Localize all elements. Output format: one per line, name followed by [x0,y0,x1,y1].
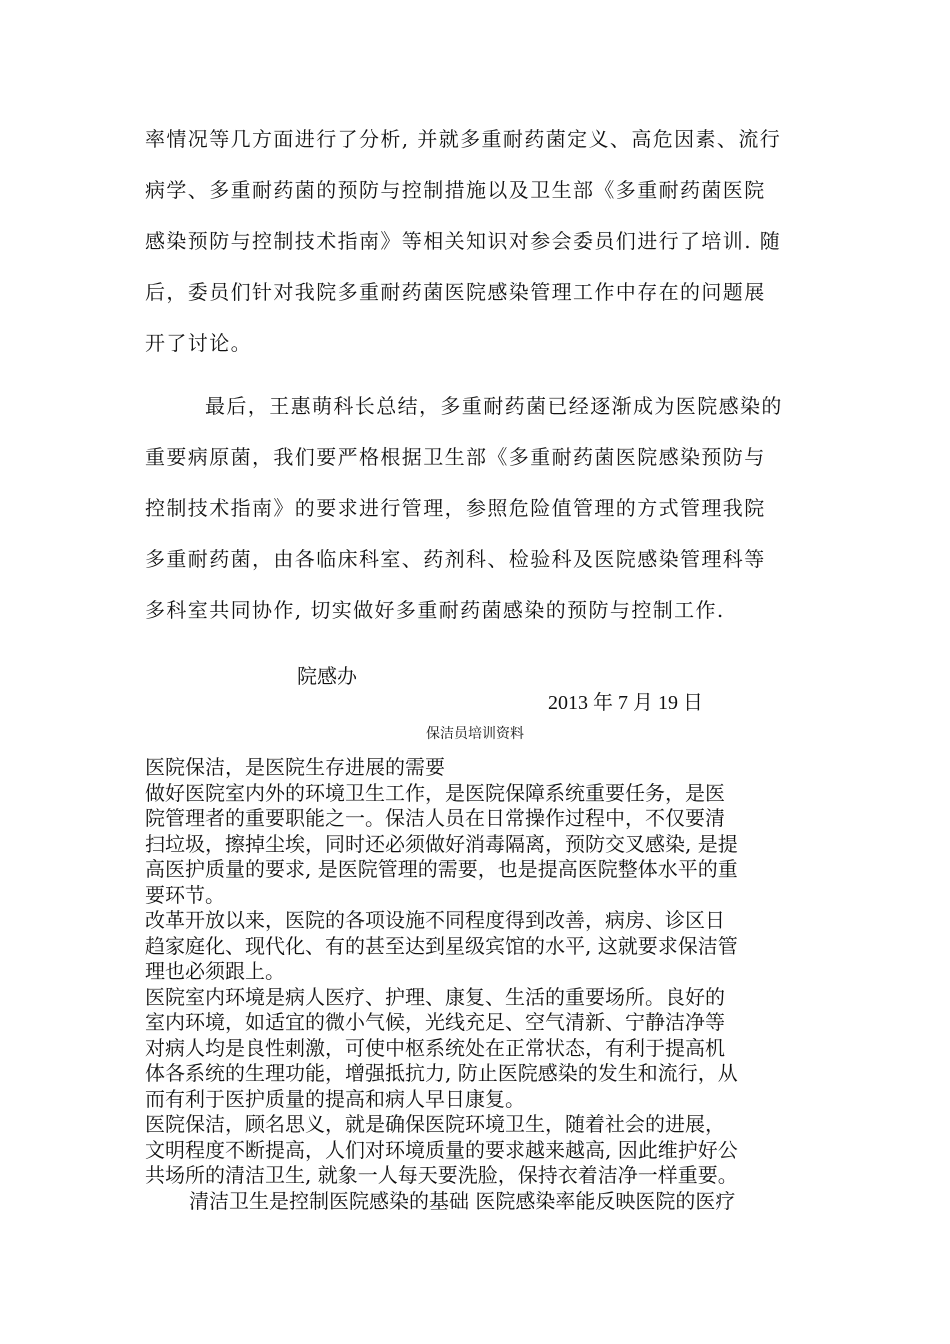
text-line: 理也必须跟上。 [145,959,285,983]
document-title: 保洁员培训资料 [426,726,524,742]
text-line: 高医护质量的要求, 是医院管理的需要，也是提高医院整体水平的重 [145,857,738,881]
text-line: 室内环境，如适宜的微小气候，光线充足、空气清新、宁静洁净等 [145,1010,725,1034]
signature-office: 院感办 [297,666,357,688]
text-line: 重要病原菌，我们要严格根据卫生部《多重耐药菌医院感染预防与 [145,445,766,469]
summary-paragraph [145,381,810,636]
text-line: 共场所的清洁卫生, 就象一人每天要洗脸，保持衣着洁净一样重要。 [145,1163,738,1187]
text-line: 扫垃圾，擦掉尘埃，同时还必须做好消毒隔离，预防交叉感染, 是提 [145,831,738,856]
text-line: 后，委员们针对我院多重耐药菌医院感染管理工作中存在的问题展 [145,280,766,304]
analysis-paragraph [145,114,810,369]
text-line: 而有利于医护质量的提高和病人早日康复。 [145,1086,525,1111]
text-line: 做好医院室内外的环境卫生工作，是医院保障系统重要任务，是医 [145,780,725,805]
text-line: 控制技术指南》的要求进行管理，参照危险值管理的方式管理我院 [145,496,766,520]
text-line: 医院室内环境是病人医疗、护理、康复、生活的重要场所。良好的 [145,984,725,1009]
text-line: 要环节。 [145,882,225,907]
text-line: 率情况等几方面进行了分析, 并就多重耐药菌定义、高危因素、流行 [145,127,782,151]
text-line: 清洁卫生是控制医院感染的基础 医院感染率能反映医院的医疗 [189,1188,736,1213]
training-text [145,755,810,1214]
text-line: 病学、多重耐药菌的预防与控制措施以及卫生部《多重耐药菌医院 [145,178,766,202]
text-line: 医院保洁，顾名思义，就是确保医院环境卫生，随着社会的进展， [145,1112,725,1136]
text-line: 改革开放以来，医院的各项设施不同程度得到改善，病房、诊区日 [145,908,725,932]
text-line: 感染预防与控制技术指南》等相关知识对参会委员们进行了培训. 随 [145,229,782,253]
text-line: 开了讨论。 [145,331,252,355]
text-line: 多科室共同协作, 切实做好多重耐药菌感染的预防与控制工作. [145,598,725,622]
signature-date: 2013 年 7 月 19 日 [548,692,703,714]
text-line: 多重耐药菌，由各临床科室、药剂科、检验科及医院感染管理科等 [145,547,766,571]
text-line: 最后，王惠萌科长总结，多重耐药菌已经逐渐成为医院感染的 [205,394,783,418]
text-line: 对病人均是良性刺激，可使中枢系统处在正常状态，有利于提高机 [145,1035,725,1060]
text-line: 体各系统的生理功能，增强抵抗力, 防止医院感染的发生和流行，从 [145,1061,738,1085]
text-line: 趋家庭化、现代化、有的甚至达到星级宾馆的水平, 这就要求保洁管 [145,933,738,958]
text-line: 院管理者的重要职能之一。保洁人员在日常操作过程中，不仅要清 [145,806,725,830]
text-line: 文明程度不断提高，人们对环境质量的要求越来越高, 因此维护好公 [145,1137,738,1162]
text-line: 医院保洁，是医院生存进展的需要 [145,755,445,779]
